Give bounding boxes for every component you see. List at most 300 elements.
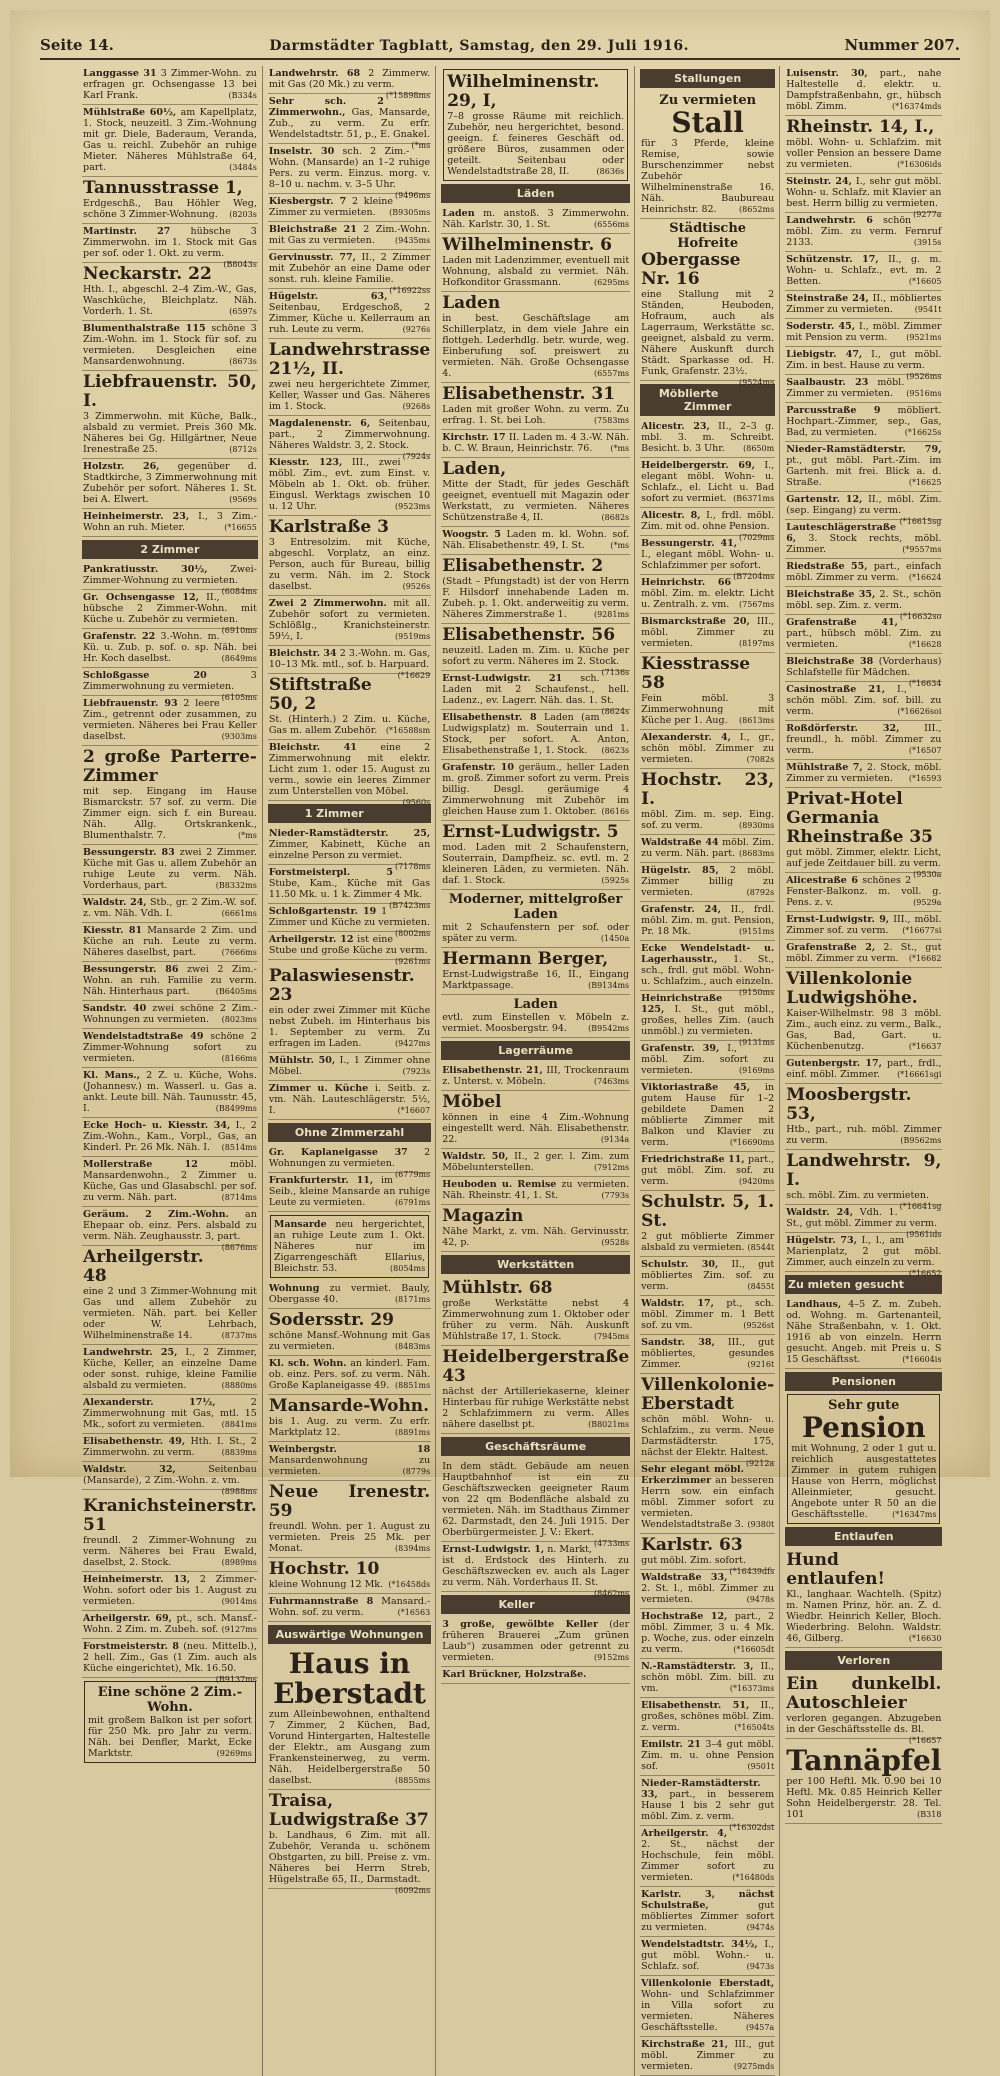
classified-ad bbox=[82, 845, 258, 895]
ad-text: Wohn- und Schlafzimmer in Villa sofort zu vermieten. Näheres Geschäftsstelle. bbox=[641, 1989, 775, 2033]
ad-large-title: Elisabethenstr. 56 bbox=[442, 625, 616, 645]
ad-headline: Heuboden u. Remise bbox=[442, 1179, 557, 1190]
ad-headline: Kl. Mans., bbox=[83, 1070, 141, 1081]
ad-code: (7666ms bbox=[221, 948, 257, 957]
ad-text: I., 2 Zimmer, Küche, Keller, an einzelne Dame oder sonst. ruhige, kleine Familie alsbald zu vermieten. bbox=[83, 1347, 257, 1391]
ad-code: (8624s bbox=[601, 707, 630, 716]
ad-code: (8166ms bbox=[221, 1054, 257, 1063]
ad-headline: Mollerstraße 12 bbox=[83, 1159, 198, 1170]
ad-large-title: Rheinstr. 14, I., bbox=[786, 117, 935, 137]
ad-headline: Steinstr. 24, bbox=[786, 176, 852, 187]
ad-text: verloren gegangen. Abzugeben in der Geschäftsstelle ds. Bl. bbox=[786, 1713, 942, 1735]
ad-code: (9303ms bbox=[221, 732, 257, 741]
ad-text: gut möbliertes Zimmer sofort zu vermieten. bbox=[641, 1900, 775, 1933]
classified-ad bbox=[268, 1145, 431, 1179]
ad-text: III., zwei möbl. Zim., evt. zum Einst. v. Möbeln ab 1. Okt. ob. früher. Eingusl. Werktags zwischen 10 u. 12 Uhr. bbox=[268, 457, 431, 512]
classified-ad bbox=[785, 252, 942, 291]
ad-code: (*16922ss bbox=[389, 286, 431, 295]
ad-large-title: Traisa, Ludwigstraße 37 bbox=[268, 1791, 429, 1830]
ad-text: part., gut möbl. Zim. sof. zu verm. bbox=[641, 1154, 775, 1187]
ad-text: I. St., gut möbl., großes, helles Zim. (auch unmöbl.) zu vermieten. bbox=[641, 1004, 775, 1037]
classified-ad bbox=[640, 1937, 775, 1976]
ad-code: (7178ms bbox=[395, 862, 431, 871]
classified-ad bbox=[441, 1091, 630, 1149]
ad-text: 2 Zimmer-Wohn. sofort oder bis 1. August zu vermieten. bbox=[83, 1574, 257, 1607]
ad-headline: Sehr elegant möbl. Erkerzimmer bbox=[641, 1464, 744, 1486]
ad-code: (6556ms bbox=[593, 220, 630, 229]
ad-code: (7923s bbox=[402, 1067, 431, 1076]
ad-code: (9501t bbox=[747, 1762, 775, 1771]
ad-code: (7912ms bbox=[593, 1163, 630, 1172]
ad-code: (9277a bbox=[913, 210, 942, 219]
section-heading: Werkstätten bbox=[441, 1255, 630, 1274]
ad-code: (9526ms bbox=[906, 372, 942, 381]
ad-text: hübsche 3 Zimmerwohn. im 1. Stock mit Gas per sof. oder 1. Okt. zu verm. bbox=[83, 226, 257, 259]
ad-headline: Gartenstr. 12, bbox=[786, 494, 863, 505]
ad-code: (*16507 bbox=[908, 746, 942, 755]
ad-large-title: Wilhelminenstr. 29, I, bbox=[447, 72, 600, 111]
ad-text: 2. St., nächst der Hochschule, fein möbl. Zimmer sofort zu vermieten. bbox=[641, 1839, 775, 1883]
classified-ad bbox=[640, 653, 775, 730]
ad-text: mit 2 Schaufenstern per sof. oder später zu verm. bbox=[442, 922, 630, 944]
ad-code: (9152ms bbox=[593, 1653, 630, 1662]
ad-headline: Schloßgasse 20 bbox=[83, 670, 207, 681]
ad-code: (9435ms bbox=[395, 236, 431, 245]
ad-text: part., in besserem Hause 1 bis 2 sehr gut möbl. Zim. z. verm. bbox=[641, 1789, 775, 1822]
ad-text: Stube, Kam., Küche mit Gas 11.50 Mk. u. 1 k. Zimmer 4 Mk. bbox=[268, 878, 431, 900]
ad-text: II., gut möbliertes Zim. sof. zu verm. bbox=[641, 1259, 775, 1292]
ad-display-title: Haus in Eberstadt bbox=[273, 1647, 426, 1710]
classified-ad bbox=[82, 923, 258, 962]
classified-ad bbox=[640, 508, 775, 542]
ad-text: geräum., heller Laden m. groß. Zimmer sofort zu verm. Preis billig. Desgl. geräumige 4 Zimmerwohnung mit Zubehör im gleichen Hause zum 1. Oktober. bbox=[442, 762, 630, 817]
ad-large-title: Sodersstr. 29 bbox=[268, 1310, 395, 1330]
classified-ad bbox=[640, 419, 775, 458]
ad-headline: Forstmeisterpl. 5 bbox=[268, 867, 394, 878]
ad-text: pt., gut möbl. Part.-Zim. im Gartenh. mit frei. Blick a. d. Straße. bbox=[786, 455, 942, 488]
classified-ad bbox=[268, 250, 431, 295]
classified-ad bbox=[82, 509, 258, 537]
ad-code: (8650m bbox=[743, 444, 775, 453]
ad-headline: Heidelbergerstr. 69, bbox=[641, 460, 755, 471]
classified-ad bbox=[268, 222, 431, 250]
ad-code: (9014ms bbox=[221, 1597, 257, 1606]
ad-large-title: Tannusstrasse 1, bbox=[83, 178, 243, 198]
ad-headline: Bleichstraße 35, bbox=[786, 589, 876, 600]
ad-text: 4–5 Z. m. Zubeh. od. Wohng. m. Gartenanteil, Nähe Straßenbahn, v. 1. Okt. 1916 ab von einzeln. Herrn gesucht. Angeb. mit Preis u. S 15 Geschäftsst. bbox=[786, 1299, 942, 1365]
classified-ad bbox=[268, 1481, 431, 1558]
classified-ad bbox=[268, 144, 431, 200]
ad-text: 2 möbl. Zimmer billig zu vermieten. bbox=[641, 865, 775, 898]
classified-ad bbox=[640, 614, 775, 653]
ad-text: neu hergerichtet, an ruhige Leute zum 1. Okt. Näheres nur im Zigarrengeschäft Ellarius, Bleichstr. 53. bbox=[273, 1219, 426, 1274]
classified-ad bbox=[82, 1462, 258, 1496]
ad-text: III, Trockenraum z. Unterst. v. Möbeln. bbox=[442, 1065, 630, 1087]
ad-code: (9420ms bbox=[739, 1177, 775, 1186]
ad-code: (B334s bbox=[228, 91, 257, 100]
ad-text: eine 2 Zimmerwohnung mit elektr. Licht zum 1. oder 15. August zu verm., sowie ein leeres Zimmer zum Unterstellen von Möbel. bbox=[268, 742, 431, 797]
classified-ad bbox=[82, 1395, 258, 1434]
ad-headline: Lauteschlägerstraße 6, bbox=[786, 522, 897, 544]
ad-headline: Alicestr. 23, bbox=[641, 421, 710, 432]
classified-ad bbox=[268, 455, 431, 516]
classified-ad bbox=[785, 912, 942, 940]
ad-text: 2 leere Zim., getrennt oder zusammen, zu vermieten. Näheres bei Frau Keller daselbst. bbox=[83, 698, 257, 742]
ad-headline: Roßdörferstr. 32, bbox=[786, 723, 900, 734]
ad-code: (B7204ms bbox=[733, 572, 775, 581]
classified-ad bbox=[82, 1611, 258, 1639]
ad-headline: Liebfrauenstr. 93 bbox=[83, 698, 178, 709]
classified-ad bbox=[82, 1246, 258, 1345]
ad-text: n. Markt, ist d. Erdstock des Hinterh. zu Geschäftszwecken ev. auch als Lager zu verm. Näh. Vorderhaus II. St. bbox=[442, 1544, 630, 1588]
section-heading: Entlaufen bbox=[785, 1527, 942, 1546]
ad-headline: Waldstr. 32, bbox=[83, 1464, 176, 1475]
ad-code: (*16607 bbox=[397, 1106, 431, 1115]
ad-code: (*16655 bbox=[224, 523, 257, 532]
classified-ad bbox=[82, 1434, 258, 1462]
ad-headline: Grafenstraße 41, bbox=[786, 617, 898, 628]
ad-large-title: Neue Irenestr. 59 bbox=[268, 1482, 431, 1521]
ad-code: (B318 bbox=[917, 1810, 942, 1819]
ad-headline: Laden bbox=[442, 208, 475, 219]
ad-large-title: Magazin bbox=[442, 1206, 524, 1226]
ad-headline: Elisabethenstr. 21, bbox=[442, 1065, 543, 1076]
classified-ad bbox=[82, 1001, 258, 1029]
ad-text: Mitte der Stadt, für jedes Geschäft geeignet, eventuell mit Magazin oder Werkstatt, zu vermieten. Näheres Schützenstraße 4, II. bbox=[442, 479, 630, 523]
ad-text: möbl. Zim. m. elektr. Licht u. Zentralh. z. vm. bbox=[641, 588, 775, 610]
ad-text: mit großem Balkon ist per sofort für 250 Mk. pro Jahr zu verm. Näh. bei Denfler, Markt, Ecke Marktstr. bbox=[88, 1715, 252, 1759]
ad-code: (9134a bbox=[600, 1135, 630, 1144]
ad-headline: Kl. sch. Wohn. bbox=[268, 1358, 347, 1369]
ad-headline: Grafenstraße 2, bbox=[786, 942, 876, 953]
ad-text: mit sep. Eingang im Hause Bismarckstr. 57 sof. zu verm. Die Zimmer eign. sich f. ein Bureau. Näh. Allg. Ortskrankenk., Blumenthalstr. 7. bbox=[83, 786, 257, 841]
ad-text: Laden mit großer Wohn. zu verm. Zu erfrag. 1. St. bei Loh. bbox=[442, 404, 630, 426]
ad-headline: Inselstr. 30 bbox=[268, 146, 335, 157]
ad-headline: Pankratiusstr. 30½, bbox=[83, 564, 208, 575]
classified-ad bbox=[640, 863, 775, 902]
ad-large-title: Arheilgerstr. 48 bbox=[83, 1247, 204, 1286]
ad-text: Gas, Mansarde, Zub., zu verm. Zu erfr. Wendelstadtstr. 51, p., E. Gnakel. bbox=[268, 107, 431, 140]
ad-code: (8988ms bbox=[221, 1487, 257, 1496]
ad-text: im Seib., kleine Mansarde an ruhige Leute zu vermieten. bbox=[268, 1175, 431, 1208]
ad-text: pt., sch. Mansf.-Wohn. 2 Zim. m. Zubeh. sof. bbox=[83, 1613, 257, 1635]
ad-code: (*16347ms bbox=[892, 1510, 937, 1519]
classified-ad bbox=[640, 219, 775, 387]
classified-ad bbox=[640, 941, 775, 997]
ad-code: (8023ms bbox=[221, 1015, 257, 1024]
classified-ad bbox=[82, 1207, 258, 1252]
ad-text: Htb., part., ruh. möbl. Zimmer zu verm. bbox=[786, 1124, 942, 1146]
classified-ad bbox=[787, 1394, 940, 1524]
ad-headline: Nieder-Ramstädterstr. 33, bbox=[641, 1778, 761, 1800]
ad-code: (8203s bbox=[229, 210, 257, 219]
ad-headline: Ernst-Ludwigstr. 21 bbox=[442, 673, 563, 684]
ad-text: II., hübsche 2 Zimmer-Wohn. mit Küche u. Zubehör zu vermieten. bbox=[83, 592, 257, 625]
ad-text: Mansard.-Wohn. sof. zu verm. bbox=[268, 1596, 431, 1618]
ad-headline: Karlstr. 3, nächst Schulstraße, bbox=[641, 1889, 775, 1911]
ad-headline: Sehr sch. 2 Zimmerwohn., bbox=[268, 96, 384, 118]
ad-code: (B6405ms bbox=[215, 987, 257, 996]
ad-text: zwei 2 Zimmer. Küche mit Gas u. allem Zubehör an ruhige Leute zu verm. Näh. Vorderhaus, part. bbox=[83, 847, 257, 891]
ad-code: (8714ms bbox=[221, 1193, 257, 1202]
ad-text: (Vorderhaus) Schlafstelle für Mädchen. bbox=[786, 656, 942, 678]
ad-code: (9131ms bbox=[739, 1038, 775, 1047]
ad-code: (6092ms bbox=[395, 1886, 431, 1895]
ad-code: (8394ms bbox=[395, 1544, 431, 1553]
section-heading: Zu mieten gesucht bbox=[785, 1275, 942, 1294]
ad-subheading: Laden bbox=[513, 997, 558, 1012]
ad-text: 3.-Wohn. m. Kü. u. Zub. p. sof. o. sp. Näh. bei Hr. Koch daselbst. bbox=[83, 631, 257, 664]
ad-code: (3484s bbox=[229, 163, 257, 172]
ad-text: II., 2–3 g. mbl. 3. m. Schreibt. Besicht. b. 3 Uhr. bbox=[641, 421, 775, 454]
ad-text: evtl. zum Einstellen v. Möbeln z. vermiet. Moosbergstr. 94. bbox=[442, 1012, 630, 1034]
ad-headline: Heinheimerstr. 13, bbox=[83, 1574, 191, 1585]
classified-ad bbox=[785, 968, 942, 1056]
ad-code: (8623s bbox=[601, 746, 630, 755]
ad-text: freundl. Wohn. per 1. August zu vermieten. Preis 25 Mk. per Monat. bbox=[268, 1521, 431, 1554]
classified-ad bbox=[268, 66, 431, 100]
ad-text: schöne 3 Zim.-Wohn. im 1. Stock für sof. zu vermieten. Desgleichen eine Mansardenwohnung. bbox=[83, 323, 257, 367]
ad-text: Zimmer, Kabinett, Küche an einzelne Person zu vermiet. bbox=[268, 839, 431, 861]
ad-headline: Grafenstr. 24, bbox=[641, 904, 722, 915]
ad-text: Fein möbl. 3 Zimmerwohnung mit Küche per 1. Aug. bbox=[641, 693, 775, 726]
ad-text: möbl. Zim. zu verm. Näh. part. bbox=[641, 837, 775, 859]
ad-text: zwei neu hergerichtete Zimmer, Keller, Wasser und Gas. Näheres im 1. Stock. bbox=[268, 379, 431, 412]
ad-code: (9269ms bbox=[216, 1749, 252, 1758]
ad-text: freundl. 2 Zimmer-Wohnung zu verm. Näheres bei Frau Ewald, daselbst, 2. Stock. bbox=[83, 1535, 257, 1568]
ad-headline: Kiesbergstr. 7 bbox=[268, 196, 347, 207]
ad-text: Vdh. 1. St., gut möbl. Zimmer zu verm. bbox=[786, 1207, 938, 1229]
ad-text: möbl. Zim. m. sep. Eing. sof. zu verm. bbox=[641, 809, 775, 831]
ad-large-title: Mansarde-Wohn. bbox=[268, 1396, 430, 1416]
ad-code: (8171ms bbox=[395, 1295, 431, 1304]
ad-code: (8613ms bbox=[739, 716, 775, 725]
ad-code: (9523ms bbox=[395, 502, 431, 511]
classified-ad bbox=[441, 1149, 630, 1177]
ad-text: (der früheren Brauerei „Zum grünen Laub“) zusammen oder getrennt zu vermieten. bbox=[442, 1619, 630, 1663]
ad-large-title: Elisabethenstr. 2 bbox=[442, 556, 604, 576]
ad-code: (7463ms bbox=[593, 1077, 630, 1086]
ad-text: part., hübsch möbl. Zim. zu vermieten. bbox=[786, 628, 942, 650]
ad-text: gut möbl. Zimmer, elektr. Licht, auf jede Zeitdauer bill. zu verm. bbox=[786, 847, 942, 869]
ad-display-title: Tannäpfel bbox=[786, 1744, 942, 1777]
ad-headline: Arheilgerstr. 69, bbox=[83, 1613, 172, 1624]
ad-text: 2 Z. u. Küche, Wohs. (Johannesv.) m. Wasserl. u. Gas a. ankt. Leute bill. Näh. Taunusstr. 45, I. bbox=[83, 1070, 257, 1114]
classified-ad bbox=[82, 263, 258, 321]
ad-headline: Casinostraße 21, bbox=[786, 684, 886, 695]
classified-ad bbox=[640, 1462, 775, 1534]
classified-ad bbox=[785, 492, 942, 526]
ad-headline: Bessungerstr. 41, bbox=[641, 538, 738, 549]
classified-ad bbox=[785, 403, 942, 442]
ad-code: (9526st bbox=[743, 1321, 775, 1330]
classified-ad bbox=[640, 1335, 775, 1374]
ad-text: 2 kleine Zimmer zu vermieten. bbox=[268, 196, 394, 218]
ad-headline: Gr. Kaplaneigasse 37 bbox=[268, 1147, 408, 1158]
ad-headline: Mühlstraße 60½, bbox=[83, 107, 177, 118]
ad-code: (*16458ds bbox=[388, 1580, 431, 1589]
ad-text: pt., sch. möbl. Zimmer m. 1 Bett sof. zu vm. bbox=[641, 1298, 775, 1331]
classified-ad bbox=[82, 962, 258, 1001]
classified-ad bbox=[82, 177, 258, 224]
classified-ad bbox=[268, 94, 431, 150]
ad-code: (9561ids bbox=[906, 1230, 942, 1239]
ad-display-title: Stall bbox=[671, 106, 744, 139]
classified-ad bbox=[441, 710, 630, 760]
ad-text: Kl., langhaar. Wachtelh. (Spitz) m. Namen Prinz, hör. an. Z. d. Wiedbr. Heinrich Keller, Bloch. Wiederbring. Belohn. Waldstr. 46, Gilberg. bbox=[786, 1589, 942, 1644]
ad-headline: Fuhrmannstraße 8 bbox=[268, 1596, 374, 1607]
ad-headline: Hochstraße 12, bbox=[641, 1611, 728, 1622]
ad-code: (B9542ms bbox=[588, 1024, 630, 1033]
ad-headline: Gervinusstr. 77, bbox=[268, 252, 356, 263]
classified-ad bbox=[785, 1084, 942, 1150]
ad-large-title: Elisabethenstr. 31 bbox=[442, 384, 616, 404]
classified-ad bbox=[268, 1395, 431, 1442]
ad-headline: Kiesstr. 123, bbox=[268, 457, 343, 468]
ad-text: b. Landhaus, 6 Zim. mit all. Zubehör, Veranda u. schönem Obstgarten, zu bill. Preise z. vm. Näheres bei Herrn Streb, Hügelstraße 65, II., Darmstadt. bbox=[268, 1830, 431, 1885]
ad-text: an Ehepaar ob. einz. Pers. alsbald zu verm. Näh. Zeughausstr. 3, part. bbox=[83, 1209, 257, 1242]
ad-text: 3 Zimmerwohn. mit Küche, Balk., alsbald zu vermiet. Preis 360 Mk. Näheres bei Gg. Hillgärtner, Neue Irenestraße 25. bbox=[83, 411, 257, 455]
section-heading: Verloren bbox=[785, 1651, 942, 1670]
ad-code: (9281ms bbox=[593, 610, 630, 619]
classified-ad bbox=[785, 174, 942, 219]
ad-headline: Kiesstr. 81 bbox=[83, 925, 143, 936]
ad-text: Erdgeschß., Bau Höhler Weg, schöne 3 Zimmer-Wohnung. bbox=[83, 198, 257, 220]
ad-code: (*16630 bbox=[908, 1634, 942, 1643]
ad-text: II., g. m. Wohn- u. Schlafz., evt. m. 2 Betten. bbox=[786, 254, 942, 287]
ad-code: (9169ms bbox=[739, 1066, 775, 1075]
ad-headline: Ecke Wendelstadt- u. Lagerhausstr., bbox=[641, 943, 775, 965]
ad-large-title: Kiesstrasse 58 bbox=[641, 654, 751, 693]
classified-ad bbox=[268, 596, 431, 646]
classified-ad bbox=[268, 740, 431, 807]
classified-ad bbox=[441, 383, 630, 430]
ad-text: zwei 2 Zim.-Wohn. an ruh. Familie zu verm. Näh. Hinterhaus part. bbox=[83, 964, 257, 997]
classified-ad bbox=[640, 1257, 775, 1296]
ad-text: nächst der Artilleriekaserne, kleiner Hinterbau für ruhige Werkstätte nebst 2 Schlafzimmern zu verm. Alles nähere daselbst pt. bbox=[442, 1386, 630, 1430]
ad-headline: Landwehrstr. 6 bbox=[786, 215, 873, 226]
classified-ad bbox=[82, 1572, 258, 1611]
ad-text: Laden mit Ladenzimmer, eventuell mit Wohnung, alsbald zu vermiet. Näh. Hofkonditor Grassmann. bbox=[442, 255, 630, 288]
ad-text: part., nahe Haltestelle d. elektr. u. Dampfstraßenbahn, gr., hübsch möbl. Zimm. bbox=[786, 68, 942, 112]
classified-ad bbox=[82, 1157, 258, 1207]
ad-code: (9524ms bbox=[739, 378, 775, 387]
ad-code: (*15898ms bbox=[385, 91, 431, 100]
ad-code: (*16588sm bbox=[385, 726, 431, 735]
classified-ad bbox=[785, 654, 942, 688]
ad-large-title: Obergasse Nr. 16 bbox=[641, 250, 741, 289]
classified-ad bbox=[640, 1659, 775, 1698]
classified-ad bbox=[785, 1056, 942, 1084]
ad-code: (7924s bbox=[402, 452, 431, 461]
ad-headline: Landwehrstr. 25, bbox=[83, 1347, 178, 1358]
ad-text: schönes 2 Fenster-Balkonz. m. voll. g. Pens. z. v. bbox=[786, 875, 942, 908]
ad-code: (8652ms bbox=[739, 205, 775, 214]
classified-ad bbox=[441, 821, 630, 890]
ad-headline: Bessungerstr. 86 bbox=[83, 964, 179, 975]
ad-text: Laden (am Ludwigsplatz) m. Souterrain und 1. Stock, per sofort. A. Anton, Elisabethenstraße 1, 1. Stock. bbox=[442, 712, 630, 756]
ad-text: III., freundl., h. möbl. Zimmer zu verm. bbox=[786, 723, 942, 756]
classified-ad bbox=[640, 1609, 775, 1659]
ad-text: (neu. Mittelb.), 2 hell. Zim., Gas (1 Zim. auch als Küche eingerichtet), Mk. 16.50. bbox=[83, 1641, 257, 1674]
section-heading: Läden bbox=[441, 184, 630, 203]
ad-text: sch. möbl. Zim. zu vermieten. bbox=[786, 1190, 930, 1201]
ad-text: I., elegant möbl. Wohn- u. Schlafz., el. Licht u. Bad sofort zu vermiet. bbox=[641, 460, 775, 504]
ad-text: neuzeitl. Laden m. Zim. u. Küche per sofort zu verm. Näheres im 2. Stock. bbox=[442, 645, 630, 667]
ad-text: eine 2 und 3 Zimmer-Wohnung mit Gas und allem Zubehör zu vermieten. Näh. part. bei Keller oder W. Lehrbach, Wilhelminenstraße 14. bbox=[83, 1286, 257, 1341]
ad-headline: Saalbaustr. 23 bbox=[786, 377, 869, 388]
classified-ad bbox=[785, 347, 942, 381]
ad-text: mit Wohnung, 2 oder 1 gut u. reichlich ausgestattetes Zimmer in gutem ruhigen Hause von Herrn, möglichst Alleinmieter, gesucht. Angebote unter R 50 an die Geschäftsstelle. bbox=[791, 1443, 937, 1520]
ad-large-title: Kranichsteinerstr. 51 bbox=[83, 1496, 257, 1535]
ad-headline: Nieder-Ramstädterstr. 79, bbox=[786, 444, 942, 455]
ad-text: Laden m. kl. Wohn. sof. Näh. Elisabethenstr. 49, I. St. bbox=[442, 529, 630, 551]
classified-ad bbox=[785, 587, 942, 621]
ad-headline: Geräum. 2 Zim.-Wohn. bbox=[83, 1209, 229, 1220]
classified-ad bbox=[268, 1081, 431, 1120]
ad-headline: Bismarckstraße 20, bbox=[641, 616, 750, 627]
ad-code: (9528s bbox=[601, 1238, 630, 1247]
ad-text: schöne 2 Zimmer-Wohnung sofort zu vermieten. bbox=[83, 1031, 257, 1064]
ad-large-title: Moosbergstr. 53, bbox=[786, 1085, 912, 1124]
classified-ad bbox=[441, 1617, 630, 1667]
ad-headline: Waldstr. 24, bbox=[786, 1207, 854, 1218]
ad-text: I., sehr gut möbl. Wohn- u. Schlafz. mit Klavier an best. Herrn billig zu vermieten. bbox=[786, 176, 942, 209]
ad-code: (*16652 bbox=[908, 1269, 942, 1278]
ad-headline: Karl Brückner, Holzstraße. bbox=[442, 1669, 587, 1680]
ad-text: I., l., am Marienplatz, 2 gut möbl. Zimmer, auch einzeln zu verm. bbox=[786, 1235, 942, 1268]
newspaper-dateline: Darmstädter Tagblatt, Samstag, den 29. Juli 1916. bbox=[269, 38, 689, 54]
ad-large-title: Ein dunkelbl. Autoschleier bbox=[786, 1674, 942, 1713]
classified-ad bbox=[268, 1442, 431, 1481]
masthead bbox=[40, 36, 960, 60]
ad-headline: Friedrichstraße 11, bbox=[641, 1154, 745, 1165]
ad-text: II., möbl. Zim. (sep. Eingang) zu verm. bbox=[786, 494, 942, 516]
ad-large-title: Schulstr. 5, 1. St. bbox=[641, 1192, 775, 1231]
ad-code: (1450a bbox=[600, 934, 630, 943]
ad-code: (8841ms bbox=[221, 1420, 257, 1429]
ad-headline: Ernst-Ludwigstr. 1, bbox=[442, 1544, 545, 1555]
ad-code: (*16605dt bbox=[733, 1645, 775, 1654]
ad-code: (*16604is bbox=[902, 1355, 942, 1364]
ad-text: 2 Zim.-Wohn. mit Gas zu vermieten. bbox=[268, 224, 431, 246]
ad-code: (B7423ms bbox=[389, 901, 431, 910]
ad-text: gut möbl. Zim. sofort. bbox=[641, 1555, 746, 1566]
ad-text: Ernst-Ludwigstraße 16, II., Eingang Marktpassage. bbox=[442, 969, 630, 991]
ad-headline: Parcusstraße 9 bbox=[786, 405, 881, 416]
ad-text: Seitenbau, part., 2 Zimmerwohnung. Näheres Waldstr. 3, 2. Stock. bbox=[268, 418, 431, 451]
classified-ad bbox=[785, 66, 942, 116]
ad-headline: N.-Ramstädterstr. 3, bbox=[641, 1661, 754, 1672]
ad-code: (8616s bbox=[601, 807, 630, 816]
classified-ad bbox=[268, 674, 431, 740]
ad-code: (*16634 bbox=[908, 679, 942, 688]
ad-text: 2. St. l., möbl. Zimmer zu vermieten. bbox=[641, 1583, 775, 1605]
ad-headline: Bessungerstr. 83 bbox=[83, 847, 175, 858]
classified-ad bbox=[640, 1776, 775, 1832]
ad-text: I., 3 Zim.-Wohn an ruh. Mieter. bbox=[83, 511, 257, 533]
ad-text: II., 2 Zimmer mit Zubehör an eine Dame oder sonst. ruh. kleine Familie. bbox=[268, 252, 431, 285]
ad-code: (8779s bbox=[402, 1467, 431, 1476]
ad-code: (7082s bbox=[746, 755, 775, 764]
ad-code: (*16306ids bbox=[897, 160, 942, 169]
ad-headline: Magdalenenstr. 6, bbox=[268, 418, 371, 429]
ad-text: 2. St., schön möbl. sep. Zim. z. verm. bbox=[786, 589, 942, 611]
ad-code: (*ms bbox=[610, 444, 630, 453]
classified-ad bbox=[268, 1281, 431, 1309]
ad-text: ein oder zwei Zimmer mit Küche nebst Zubeh. im Hinterhaus bis 1. September zu verm. Zu erfragen im Laden. bbox=[268, 1005, 431, 1049]
classified-ad bbox=[785, 1739, 942, 1824]
